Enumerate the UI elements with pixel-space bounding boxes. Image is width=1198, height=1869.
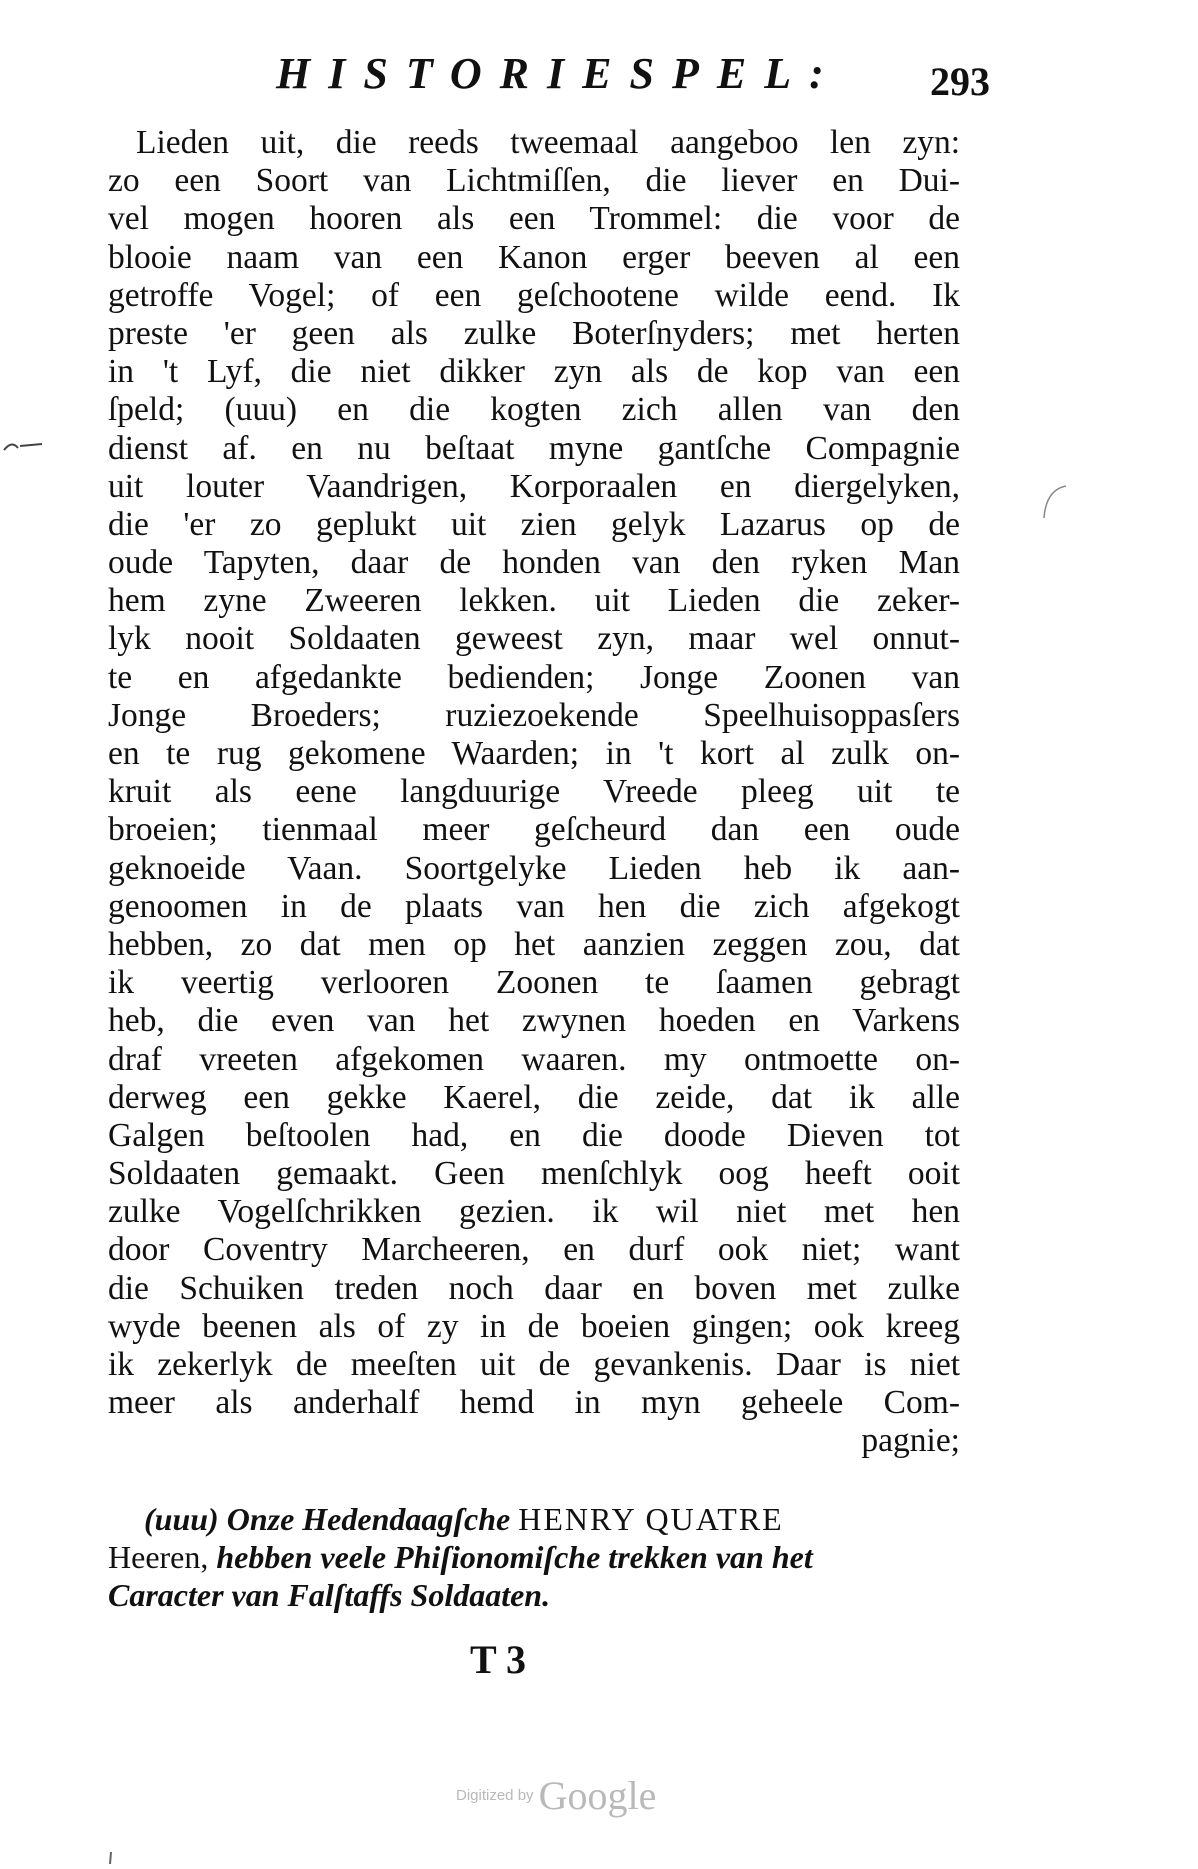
text-line-last: pagnie; (861, 1422, 960, 1460)
margin-scratch-left (2, 436, 46, 456)
text-line-19: broeien; tienmaal meer geſcheurd dan een oude (108, 811, 960, 849)
margin-scratch-right (1040, 484, 1070, 520)
footnote-line-2 (108, 1538, 960, 1576)
text-line-22: hebben, zo dat men op het aanzien zeggen zou, dat (108, 925, 960, 963)
text-line-10: uit louter Vaandrigen, Korporaalen en diergelyken, (108, 467, 960, 505)
text-line-18: kruit als eene langduurige Vreede pleeg uit te (108, 773, 960, 811)
text-line-7: in 't Lyf, die niet dikker zyn als de kop van een (108, 353, 960, 391)
text-line-17: en te rug gekomene Waarden; in 't kort al zulk on- (108, 735, 960, 772)
text-line-25: draf vreeten afgekomen waaren. my ontmoette on- (108, 1040, 960, 1078)
text-line-13: hem zyne Zweeren lekken. uit Lieden die zeker- (108, 582, 960, 620)
footnote-roman-2: Heeren, (108, 1539, 209, 1575)
page-number: 293 (930, 59, 990, 104)
text-line-16: Jonge Broeders; ruziezoekende Speelhuisoppasſers (108, 696, 960, 734)
footnote-marker: (uuu) (144, 1501, 219, 1537)
text-line-6: preste 'er geen als zulke Boterſnyders; met herten (108, 314, 960, 352)
body-text (108, 124, 960, 1461)
running-title: HISTORIESPEL: (276, 49, 842, 98)
google-logo: Google (538, 1773, 657, 1818)
text-line-9: dienst af. en nu beſtaat myne gantſche Compagnie (108, 429, 960, 467)
text-line-8: ſpeld; (uuu) en die kogten zich allen van den (108, 391, 960, 429)
text-line-31: die Schuiken treden noch daar en boven met zulke (108, 1269, 960, 1307)
text-line-21: genoomen in de plaats van hen die zich afgekogt (108, 887, 960, 925)
footnote-italic-2: hebben veele Phiſionomiſche trekken van het (216, 1539, 813, 1575)
text-line-2: zo een Soort van Lichtmiſſen, die liever en Dui- (108, 162, 960, 200)
text-line-24: heb, die even van het zwynen hoeden en Varkens (108, 1002, 960, 1040)
text-line-29: zulke Vogelſchrikken gezien. ik wil niet met hen (108, 1193, 960, 1231)
text-line-15: te en afgedankte bedienden; Jonge Zoonen van (108, 658, 960, 696)
signature-mark: T 3 (470, 1637, 526, 1682)
watermark-prefix: Digitized by (456, 1787, 534, 1804)
footnote (108, 1500, 960, 1614)
digitized-watermark (456, 1772, 656, 1819)
text-line-30: door Coventry Marcheeren, en durf ook niet; want (108, 1231, 960, 1269)
text-line-33: ik zekerlyk de meeſten uit de gevankenis. Daar is niet (108, 1346, 960, 1383)
footnote-caps: HENRY QUATRE (518, 1501, 784, 1537)
text-line-11: die 'er zo geplukt uit zien gelyk Lazarus op de (108, 505, 960, 543)
running-head (270, 48, 990, 108)
text-line-27: Galgen beſtoolen had, en die doode Dieven tot (108, 1116, 960, 1154)
text-line-23: ik veertig verlooren Zoonen te ſaamen gebragt (108, 964, 960, 1002)
text-line-26: derweg een gekke Kaerel, die zeide, dat ik alle (108, 1078, 960, 1116)
footnote-italic-1: Onze Hedendaagſche (226, 1501, 511, 1537)
text-line-34: meer als anderhalf hemd in myn geheele Com- (108, 1384, 960, 1422)
footnote-italic-3: Caracter van Falſtaffs Soldaaten. (108, 1577, 551, 1613)
text-line-4: blooie naam van een Kanon erger beeven al een (108, 238, 960, 276)
text-line-3: vel mogen hooren als een Trommel: die voor de (108, 200, 960, 238)
margin-scratch-bottom (106, 1850, 116, 1866)
text-line-12: oude Tapyten, daar de honden van den ryken Man (108, 544, 960, 582)
text-line-1: Lieden uit, die reeds tweemaal aangeboo len zyn: (136, 124, 960, 161)
text-line-5: getroffe Vogel; of een geſchootene wilde eend. Ik (108, 276, 960, 314)
text-line-20: geknoeide Vaan. Soortgelyke Lieden heb ik aan- (108, 849, 960, 887)
text-line-28: Soldaaten gemaakt. Geen menſchlyk oog heeft ooit (108, 1155, 960, 1193)
footnote-line-3 (108, 1576, 960, 1614)
footnote-line-1 (108, 1500, 960, 1538)
text-line-14: lyk nooit Soldaaten geweest zyn, maar wel onnut- (108, 620, 960, 658)
text-line-32: wyde beenen als of zy in de boeien gingen; ook kreeg (108, 1307, 960, 1345)
